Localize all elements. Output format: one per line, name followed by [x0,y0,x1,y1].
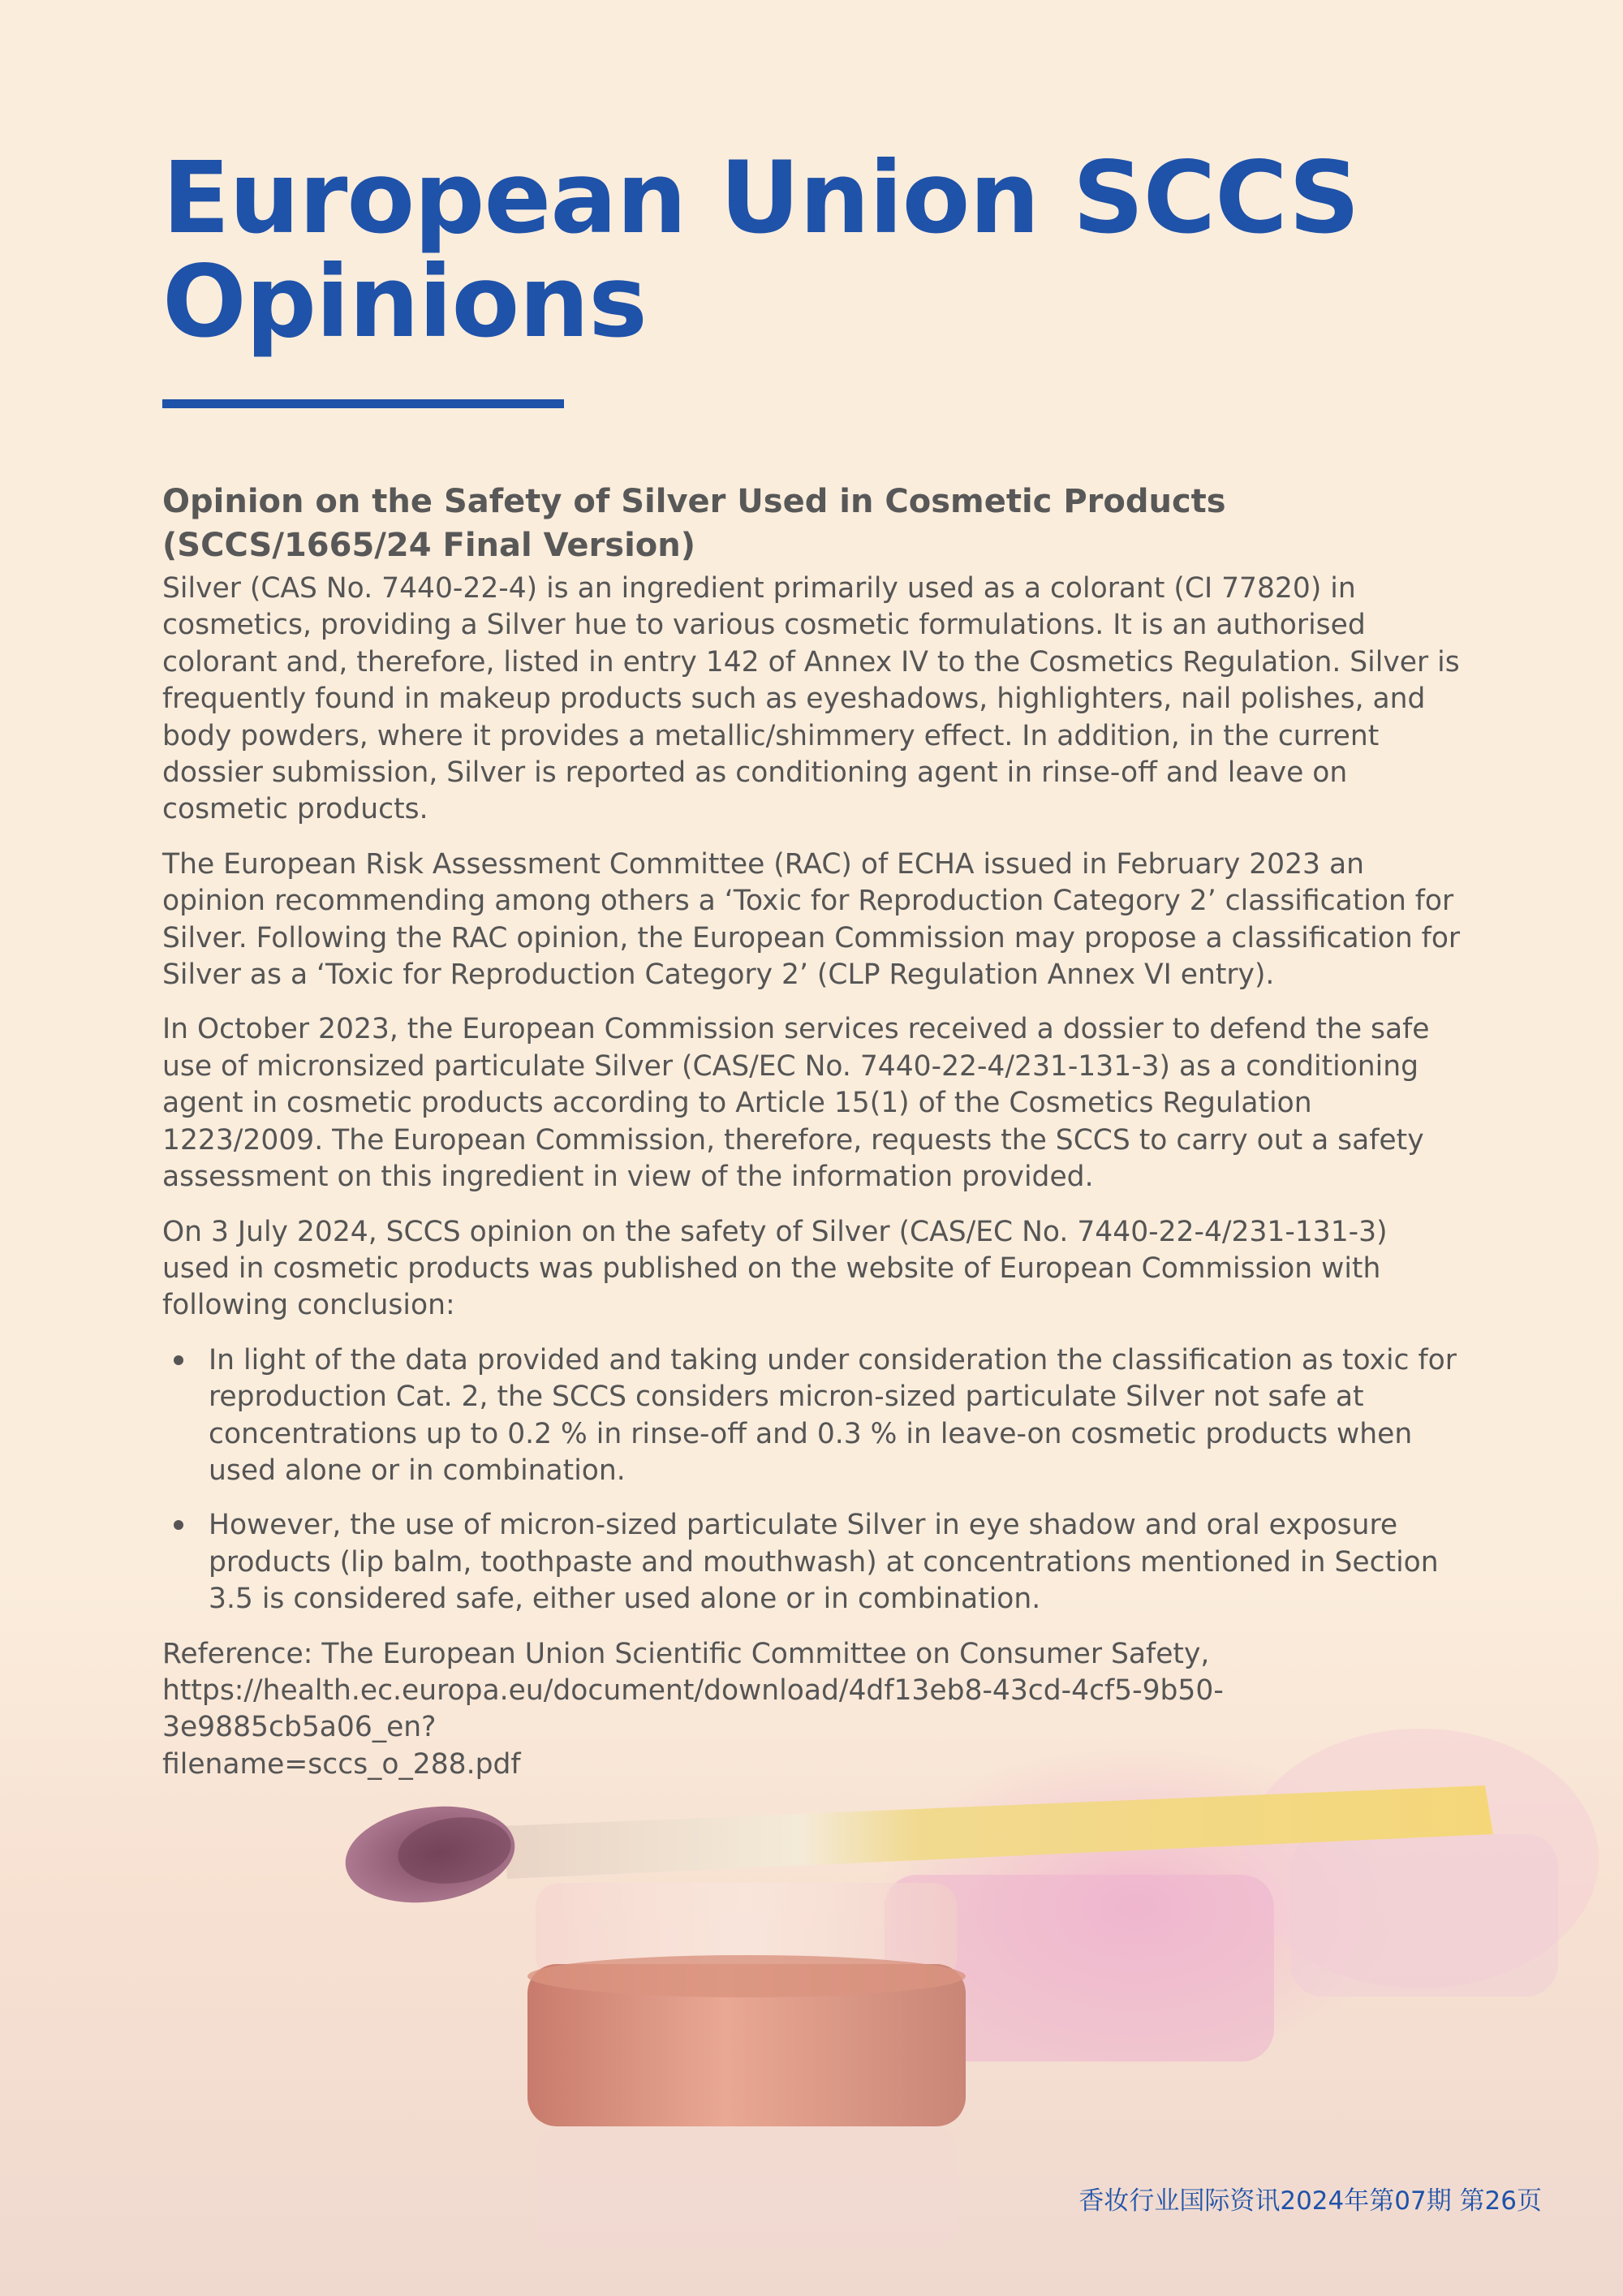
bullet-icon [174,1355,183,1365]
section-heading-line-2: (SCCS/1665/24 Final Version) [162,527,696,564]
page-title-line-2: Opinions [162,244,647,360]
title-underline [162,399,564,408]
list-item [162,1507,1461,1618]
page-footer: 香妆行业国际资讯2024年第07期 第26页 [1078,2186,1542,2216]
paragraph-1: Silver (CAS No. 7440-22-4) is an ingredient primarily used as a colorant (CI 77820) in cosmetics, providing a Silver hue to various cosmetic formulations. It is an authorised colorant and, therefore, listed in entry 142 of Annex IV to the Cosmetics Regulation. Silver is frequently found in makeup products such as eyeshadows, highlighters, nail polishes, and body powders, where it provides a metallic/shimmery effect. In addition, in the current dossier submission, Silver is reported as conditioning agent in rinse-off and leave on cosmetic products. [162,572,1460,826]
conclusion-list [162,1342,1461,1618]
bullet-icon [174,1520,183,1530]
reference-link-filename[interactable]: filename=sccs_o_288.pdf [162,1747,521,1781]
reference [162,1636,1461,1784]
paragraph-4: On 3 July 2024, SCCS opinion on the safety of Silver (CAS/EC No. 7440-22-4/231-131-3) used in cosmetic products was published on the website of European Commission with following conclusion: [162,1215,1388,1322]
reference-link[interactable]: https://health.ec.europa.eu/document/download/4df13eb8-43cd-4cf5-9b50-3e9885cb5a06_en? [162,1674,1224,1744]
paragraph-3: In October 2023, the European Commission services received a dossier to defend the safe use of micronsized particulate Silver (CAS/EC No. 7440-22-4/231-131-3) as a conditioning agent in cosmetic products according to Article 15(1) of the Cosmetics Regulation 1223/2009. The European Commission, therefore, requests the SCCS to carry out a safety assessment on this ingredient in view of the information provided. [162,1013,1430,1194]
section-heading-line-1: Opinion on the Safety of Silver Used in Cosmetic Products [162,483,1226,520]
list-item-text: In light of the data provided and taking under consideration the classification as toxic for reproduction Cat. 2, the SCCS considers micron-sized particulate Silver not safe at concentrations up to 0.2 % in rinse-off and 0.3 % in leave-on cosmetic products when used alone or in combination. [209,1343,1457,1487]
paragraph-2: The European Risk Assessment Committee (RAC) of ECHA issued in February 2023 an opinion recommending among others a ‘Toxic for Reproduction Category 2’ classification for Silver. Following the RAC opinion, the European Commission may propose a classification for Silver as a ‘Toxic for Reproduction Category 2’ (CLP Regulation Annex VI entry). [162,847,1461,992]
list-item [162,1342,1461,1490]
section-heading [162,480,1461,567]
list-item-text: However, the use of micron-sized particulate Silver in eye shadow and oral exposure products (lip balm, toothpaste and mouthwash) at concentrations mentioned in Section 3.5 is considered safe, either used alone or in combination. [209,1509,1439,1616]
reference-line-1: Reference: The European Union Scientific Committee on Consumer Safety, [162,1637,1210,1670]
page-title-line-1: European Union SCCS [162,140,1359,256]
page-title [162,140,1461,360]
article [162,140,1461,1783]
